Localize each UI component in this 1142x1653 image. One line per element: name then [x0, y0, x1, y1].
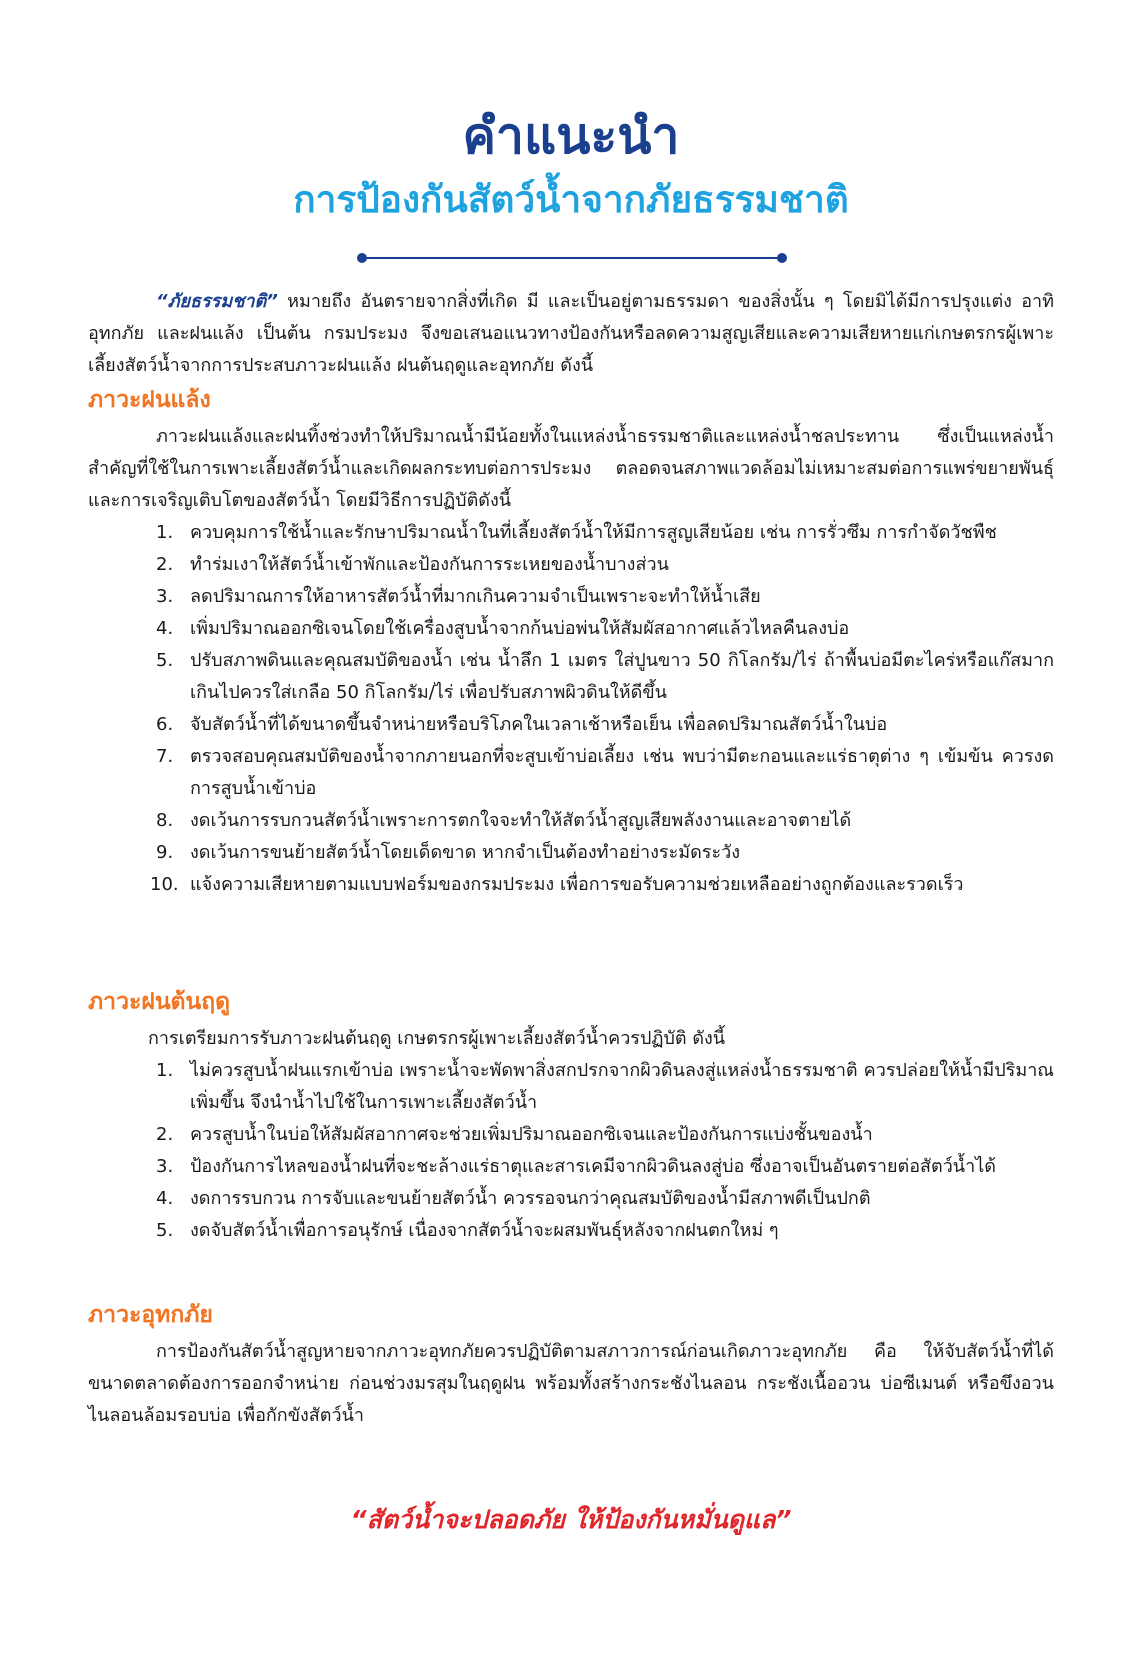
- intro-term: “ภัยธรรมชาติ”: [156, 291, 278, 312]
- slogan: “สัตว์น้ำจะปลอดภัย ให้ป้องกันหมั่นดูแล”: [350, 1505, 792, 1534]
- list-item: 7. ตรวจสอบคุณสมบัติของน้ำจากภายนอกที่จะสูบเข้าบ่อเลี้ยง เช่น พบว่ามีตะกอนและแร่ธาตุต่าง ๆ เข้มข้น ควรงดการสูบน้ำเข้าบ่อ: [156, 746, 1054, 799]
- early-rain-heading: ภาวะฝนต้นฤดู: [88, 989, 231, 1015]
- drought-paragraph: ภาวะฝนแล้งและฝนทิ้งช่วงทำให้ปริมาณน้ำมีน้อยทั้งในแหล่งน้ำธรรมชาติและแหล่งน้ำชลประทาน ซึ่งเป็นแหล่งน้ำสำคัญที่ใช้ในการเพาะเลี้ยงสัตว์น้ำและเกิดผลกระทบต่อการประมง ตลอดจนสภาพแวดล้อมไม่เหมาะสมต่อการแพร่ขยายพันธุ์และการเจริญเติบโตของสัตว์น้ำ โดยมีวิธีการปฏิบัติดังนี้: [88, 426, 1054, 511]
- page-title: คำแนะนำ: [462, 107, 680, 165]
- divider-dot-left: [357, 253, 367, 263]
- drought-list: [88, 517, 1054, 901]
- list-item: 5. ปรับสภาพดินและคุณสมบัติของน้ำ เช่น น้ำลึก 1 เมตร ใส่ปูนขาว 50 กิโลกรัม/ไร่ ถ้าพื้นบ่อมีตะไคร่หรือแก๊สมากเกินไปควรใส่เกลือ 50 กิโลกรัม/ไร่ เพื่อปรับสภาพผิวดินให้ดีขึ้น: [156, 650, 1054, 703]
- list-item: 3. ป้องกันการไหลของน้ำฝนที่จะชะล้างแร่ธาตุและสารเคมีจากผิวดินลงสู่บ่อ ซึ่งอาจเป็นอันตรายต่อสัตว์น้ำได้: [156, 1156, 996, 1177]
- page-subtitle: การป้องกันสัตว์น้ำจากภัยธรรมชาติ: [293, 178, 849, 221]
- list-item: 2. ควรสูบน้ำในบ่อให้สัมผัสอากาศจะช่วยเพิ่มปริมาณออกซิเจนและป้องกันการแบ่งชั้นของน้ำ: [156, 1124, 873, 1145]
- list-item: 9. งดเว้นการขนย้ายสัตว์น้ำโดยเด็ดขาด หากจำเป็นต้องทำอย่างระมัดระวัง: [156, 842, 741, 863]
- list-item: 1. ควบคุมการใช้น้ำและรักษาปริมาณน้ำในที่เลี้ยงสัตว์น้ำให้มีการสูญเสียน้อย เช่น การรั่วซึม การกำจัดวัชพืช: [156, 522, 997, 543]
- drought-section: [88, 421, 1054, 901]
- list-item: 10. แจ้งความเสียหายตามแบบฟอร์มของกรมประมง เพื่อการขอรับความช่วยเหลืออย่างถูกต้องและรวดเร็ว: [150, 874, 964, 895]
- list-item: 2. ทำร่มเงาให้สัตว์น้ำเข้าพักและป้องกันการระเหยของน้ำบางส่วน: [156, 554, 669, 575]
- flood-section: [88, 1336, 1054, 1432]
- list-item: 3. ลดปริมาณการให้อาหารสัตว์น้ำที่มากเกินความจำเป็นเพราะจะทำให้น้ำเสีย: [156, 586, 761, 607]
- early-rain-paragraph: การเตรียมการรับภาวะฝนต้นฤดู เกษตรกรผู้เพาะเลี้ยงสัตว์น้ำควรปฏิบัติ ดังนี้: [148, 1028, 726, 1049]
- list-item: 4. เพิ่มปริมาณออกซิเจนโดยใช้เครื่องสูบน้ำจากก้นบ่อพ่นให้สัมผัสอากาศแล้วไหลคืนลงบ่อ: [156, 618, 850, 639]
- intro-text: หมายถึง อันตรายจากสิ่งที่เกิด มี และเป็นอยู่ตามธรรมดา ของสิ่งนั้น ๆ โดยมิได้มีการปรุงแต่ง อาทิ อุทกภัย และฝนแล้ง เป็นต้น กรมประมง จึงขอเสนอแนวทางป้องกันหรือลดความสูญเสียและความเสียหายแก่เกษตรกรผู้เพาะเลี้ยงสัตว์น้ำจากการประสบภาวะฝนแล้ง ฝนต้นฤดูและอุทกภัย ดังนี้: [88, 291, 1054, 376]
- early-rain-section: [88, 1023, 1054, 1247]
- title-divider: [357, 251, 787, 265]
- drought-heading: ภาวะฝนแล้ง: [88, 387, 211, 413]
- divider-dot-right: [777, 253, 787, 263]
- list-item: 5. งดจับสัตว์น้ำเพื่อการอนุรักษ์ เนื่องจากสัตว์น้ำจะผสมพันธุ์หลังจากฝนตกใหม่ ๆ: [156, 1220, 779, 1241]
- flood-heading: ภาวะอุทกภัย: [88, 1302, 213, 1328]
- list-item: 4. งดการรบกวน การจับและขนย้ายสัตว์น้ำ ควรรอจนกว่าคุณสมบัติของน้ำมีสภาพดีเป็นปกติ: [156, 1188, 871, 1209]
- list-item: 6. จับสัตว์น้ำที่ได้ขนาดขึ้นจำหน่ายหรือบริโภคในเวลาเช้าหรือเย็น เพื่อลดปริมาณสัตว์น้ำในบ่อ: [156, 714, 888, 735]
- divider-line: [363, 257, 781, 259]
- list-item: 8. งดเว้นการรบกวนสัตว์น้ำเพราะการตกใจจะทำให้สัตว์น้ำสูญเสียพลังงานและอาจตายได้: [156, 810, 852, 831]
- early-rain-list: [88, 1055, 1054, 1247]
- list-item: 1. ไม่ควรสูบน้ำฝนแรกเข้าบ่อ เพราะน้ำจะพัดพาสิ่งสกปรกจากผิวดินลงสู่แหล่งน้ำธรรมชาติ ควรปล่อยให้น้ำมีปริมาณเพิ่มขึ้น จึงนำน้ำไปใช้ในการเพาะเลี้ยงสัตว์น้ำ: [156, 1060, 1054, 1113]
- flood-paragraph: การป้องกันสัตว์น้ำสูญหายจากภาวะอุทกภัยควรปฏิบัติตามสภาวการณ์ก่อนเกิดภาวะอุทกภัย คือ ให้จับสัตว์น้ำที่ได้ขนาดตลาดต้องการออกจำหน่าย ก่อนช่วงมรสุมในฤดูฝน พร้อมทั้งสร้างกระชังไนลอน กระชังเนื้ออวน บ่อซีเมนต์ หรือขึงอวนไนลอนล้อมรอบบ่อ เพื่อกักขังสัตว์น้ำ: [88, 1341, 1054, 1426]
- intro-paragraph: [88, 286, 1054, 382]
